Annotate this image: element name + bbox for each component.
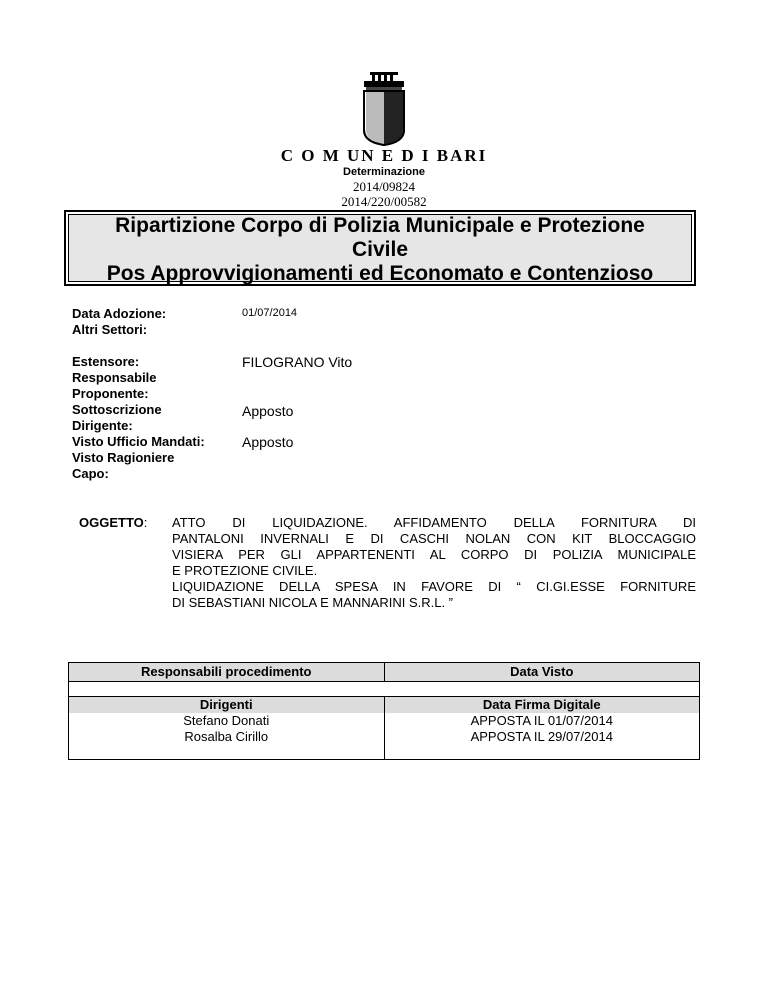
dirigenti-header: Dirigenti	[69, 697, 384, 713]
estensore-value: FILOGRANO Vito	[242, 354, 353, 370]
oggetto-line-1: ATTO DI LIQUIDAZIONE. AFFIDAMENTO DELLA FORNITURA DI	[172, 515, 696, 530]
document-type: Determinazione	[343, 166, 425, 178]
sottoscrizione-label-line1: Sottoscrizione	[72, 402, 162, 417]
estensore-label: Estensore:	[72, 354, 140, 369]
oggetto-line-5: LIQUIDAZIONE DELLA SPESA IN FAVORE DI “ CI.GI.ESSE FORNITURE	[172, 579, 696, 594]
responsabile-label-line2: Proponente:	[72, 386, 149, 401]
comune-title: C O M UN E D I BARI	[280, 146, 488, 165]
data-visto-header: Data Visto	[384, 663, 700, 682]
visto-ufficio-value: Apposto	[242, 434, 294, 450]
department-title-line-3: Pos Approvvigionamenti ed Economato e Contenzioso	[106, 262, 654, 285]
dirigenti-cell	[69, 697, 385, 760]
determination-number: 2014/09824	[352, 179, 416, 194]
responsabili-table	[68, 662, 700, 760]
oggetto-text	[172, 515, 696, 611]
data-adozione-value: 01/07/2014	[242, 307, 298, 319]
altri-settori-label: Altri Settori:	[72, 322, 148, 337]
department-title-line-1: Ripartizione Corpo di Polizia Municipale e Protezione	[115, 214, 645, 237]
dirigente-name: Rosalba Cirillo	[184, 729, 269, 744]
dirigente-name: Stefano Donati	[183, 713, 270, 728]
firma-cell	[384, 697, 700, 760]
oggetto-line-3: VISIERA PER GLI APPARTENENTI AL CORPO DI POLIZIA MUNICIPALE	[172, 547, 696, 562]
table-spacer-row	[69, 682, 700, 697]
oggetto-line-6: DI SEBASTIANI NICOLA E MANNARINI S.R.L. ”	[172, 595, 454, 610]
sottoscrizione-label-line2: Dirigente:	[72, 418, 133, 433]
responsabile-label-line1: Responsabile	[72, 370, 157, 385]
firma-date: APPOSTA IL 01/07/2014	[470, 713, 613, 728]
data-adozione-label: Data Adozione:	[72, 306, 167, 321]
oggetto-line-4: E PROTEZIONE CIVILE.	[172, 563, 318, 578]
firma-date: APPOSTA IL 29/07/2014	[470, 729, 613, 744]
oggetto-label-text: OGGETTO	[79, 515, 144, 530]
department-header-box	[64, 210, 696, 286]
determination-code: 2014/220/00582	[341, 194, 427, 209]
oggetto-line-2: PANTALONI INVERNALI E DI CASCHI NOLAN CON KIT BLOCCAGGIO	[172, 531, 696, 546]
responsabili-header: Responsabili procedimento	[69, 663, 385, 682]
sottoscrizione-value: Apposto	[242, 403, 294, 419]
department-title-line-2: Civile	[351, 238, 409, 261]
firma-header: Data Firma Digitale	[385, 697, 700, 713]
oggetto-label: OGGETTO:	[79, 515, 148, 530]
visto-ragioniere-label-line2: Capo:	[72, 466, 109, 481]
city-crest-logo	[360, 70, 408, 146]
visto-ufficio-label: Visto Ufficio Mandati:	[72, 434, 205, 449]
visto-ragioniere-label-line1: Visto Ragioniere	[72, 450, 175, 465]
